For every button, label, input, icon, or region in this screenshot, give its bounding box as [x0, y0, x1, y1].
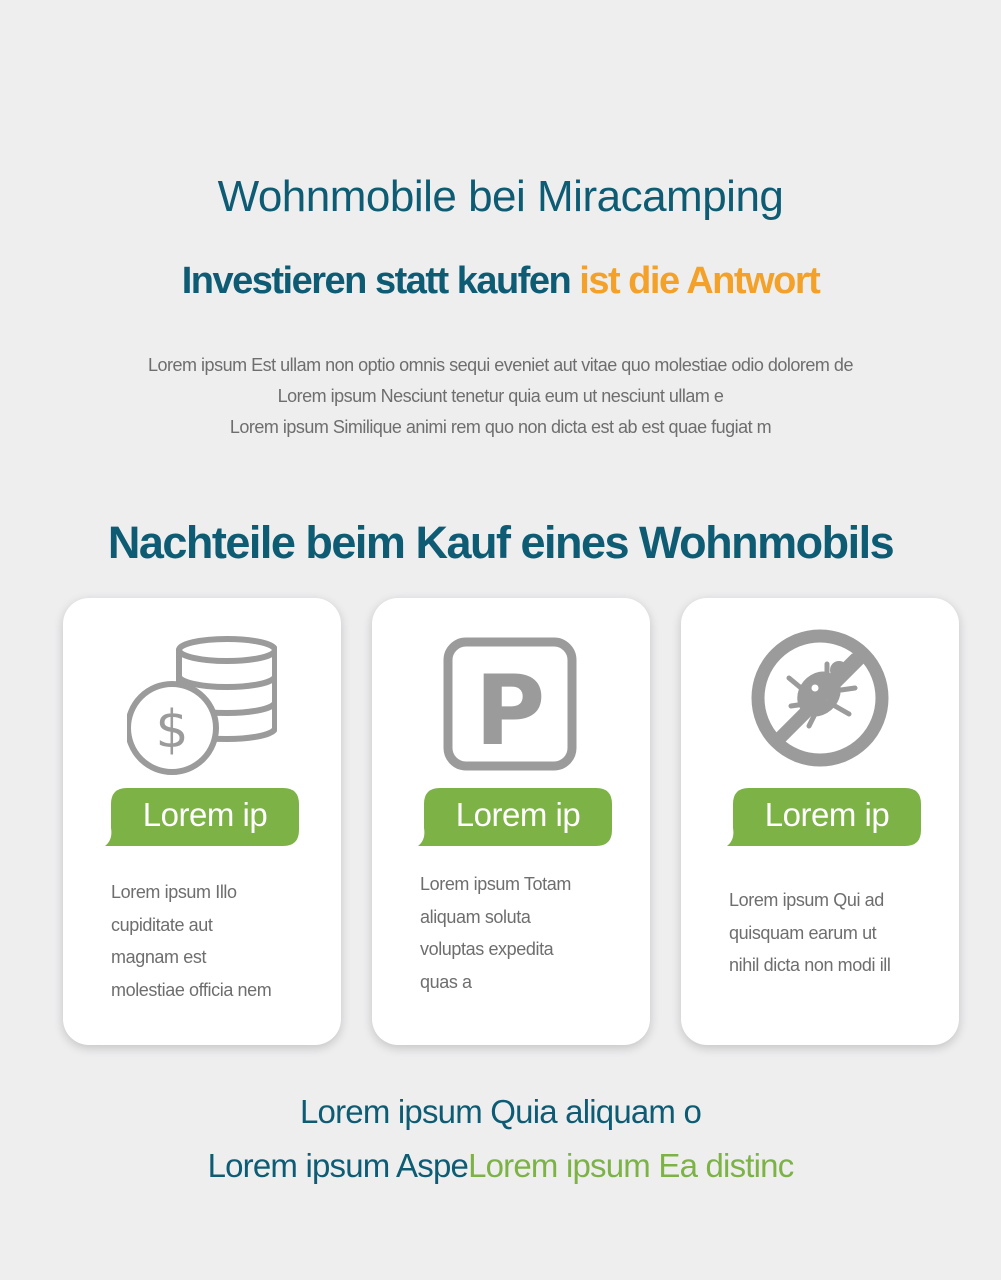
subtitle-main: Investieren statt kaufen [181, 260, 580, 302]
parking-icon [372, 628, 650, 778]
card-label-bubble [418, 788, 612, 846]
page-subtitle [0, 260, 1001, 303]
footer-line-2 [0, 1147, 1001, 1185]
footer-line-2-main: Lorem ipsum Aspe [207, 1147, 469, 1184]
card-text: Lorem ipsum Totam aliquam soluta voluptas expedita quas a [420, 874, 571, 992]
coins-dollar-icon [63, 628, 341, 778]
card-label-bubble [727, 788, 921, 846]
footer-line-1: Lorem ipsum Quia aliquam o [299, 1093, 702, 1130]
intro-paragraph [0, 350, 1001, 443]
card-label: Lorem ip [142, 796, 268, 833]
intro-line: Lorem ipsum Similique animi rem quo non dicta est ab est quae fugiat m [229, 417, 772, 437]
footer-line-2-accent: Lorem ipsum Ea distinc [468, 1147, 794, 1184]
no-bugs-icon [681, 628, 959, 778]
card-label-bubble [105, 788, 299, 846]
svg-text:$: $ [155, 700, 189, 760]
svg-text:P: P [474, 655, 546, 767]
page-title: Wohnmobile bei Miracamping [217, 172, 784, 221]
card-text: Lorem ipsum Illo cupiditate aut magnam est molestiae officia nem [111, 882, 272, 1000]
subtitle-accent: ist die Antwort [579, 260, 820, 302]
card-parking [372, 598, 650, 1045]
card-text: Lorem ipsum Qui ad quisquam earum ut nihil dicta non modi ill [729, 890, 891, 975]
card-label: Lorem ip [764, 796, 890, 833]
card-hygiene [681, 598, 959, 1045]
card-label: Lorem ip [455, 796, 581, 833]
card-costs [63, 598, 341, 1045]
intro-line: Lorem ipsum Est ullam non optio omnis sequi eveniet aut vitae quo molestiae odio dolorem de [148, 355, 853, 375]
section-heading: Nachteile beim Kauf eines Wohnmobils [107, 517, 894, 568]
intro-line: Lorem ipsum Nesciunt tenetur quia eum ut nesciunt ullam e [277, 386, 724, 406]
